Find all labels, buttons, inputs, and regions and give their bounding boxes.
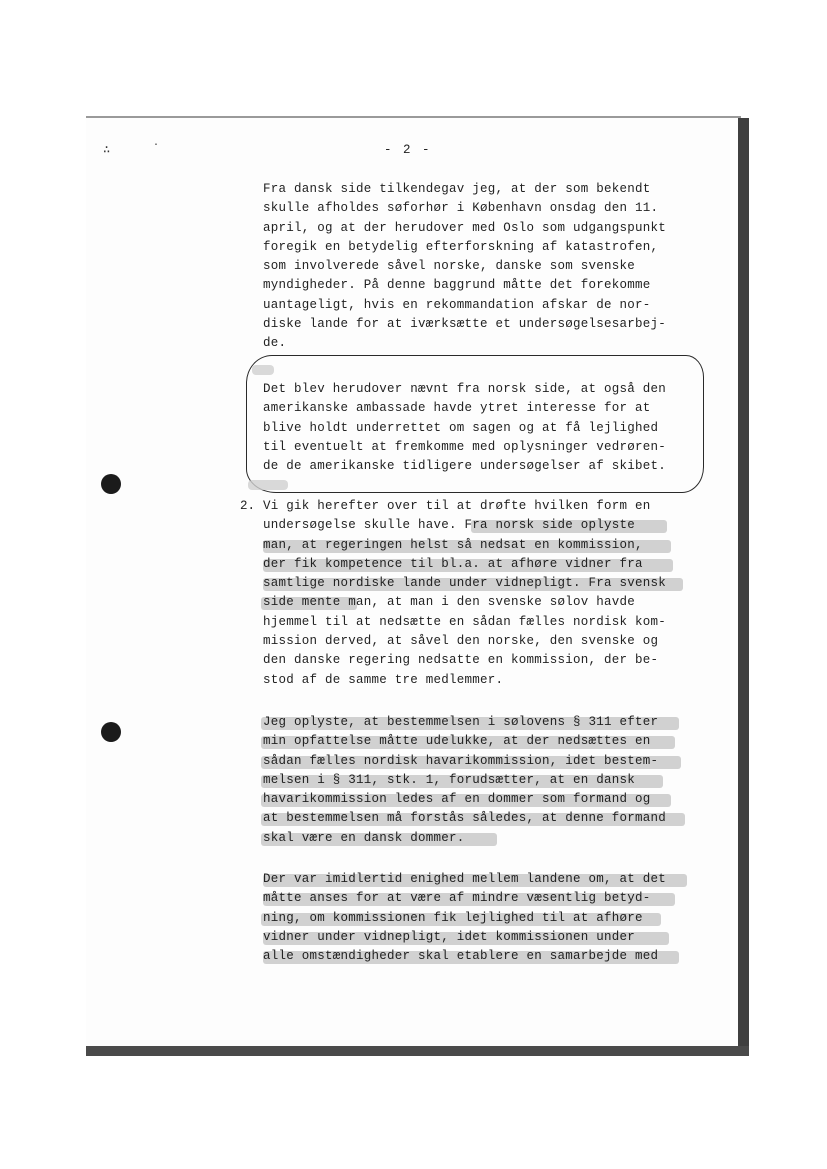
corner-mark-left: ∴ [103, 143, 111, 157]
corner-mark-right: · [153, 140, 160, 151]
text-line: ning, om kommissionen fik lejlighed til at afhøre [263, 909, 703, 928]
text-line: de de amerikanske tidligere undersøgelser af skibet. [263, 459, 667, 474]
paragraph-3 [263, 497, 703, 690]
paragraph-2 [263, 380, 703, 476]
text-line: måtte anses for at være af mindre væsentlig betyd- [263, 889, 703, 908]
paragraph-5 [263, 870, 703, 966]
text-line: skulle afholdes søforhør i København onsdag den 11. [263, 201, 659, 216]
punch-hole-upper [101, 474, 121, 494]
text-line: vidner under vidnepligt, idet kommissionen under [263, 928, 703, 947]
text-line: Vi gik herefter over til at drøfte hvilken form en [263, 499, 651, 513]
highlight-smudge [252, 365, 274, 375]
paragraph-1 [263, 180, 703, 354]
text-line: mission derved, at såvel den norske, den svenske og [263, 634, 659, 649]
paragraph-4 [263, 713, 703, 848]
text-line: til eventuelt at fremkomme med oplysninger vedrøren- [263, 439, 667, 454]
text-line: uantageligt, hvis en rekommandation afskar de nor- [263, 297, 651, 312]
text-line: de. [263, 336, 287, 351]
text-line: Fra dansk side tilkendegav jeg, at der som bekendt [263, 182, 651, 196]
text-line: april, og at der herudover med Oslo som udgangspunkt [263, 220, 667, 235]
text-line: undersøgelse skulle have. Fra norsk side oplyste [263, 516, 703, 535]
text-line: at bestemmelsen må forstås således, at denne formand [263, 809, 703, 828]
text-line: alle omstændigheder skal etablere en samarbejde med [263, 947, 703, 966]
text-line: melsen i § 311, stk. 1, forudsætter, at en dansk [263, 771, 703, 790]
text-line: havarikommission ledes af en dommer som formand og [263, 790, 703, 809]
text-line: myndigheder. På denne baggrund måtte det forekomme [263, 278, 651, 293]
text-line: som involverede såvel norske, danske som svenske [263, 259, 636, 274]
text-line: samtlige nordiske lande under vidnepligt. Fra svensk [263, 574, 703, 593]
text-line: sådan fælles nordisk havarikommission, idet bestem- [263, 752, 703, 771]
text-line: skal være en dansk dommer. [263, 829, 703, 848]
page-number: - 2 - [384, 143, 432, 157]
item-number: 2. [240, 499, 256, 513]
text-line: der fik kompetence til bl.a. at afhøre vidner fra [263, 555, 703, 574]
sheet-bottom-shadow [86, 1046, 749, 1056]
text-line: stod af de samme tre medlemmer. [263, 672, 504, 687]
highlight-smudge [248, 480, 288, 490]
text-line: Der var imidlertid enighed mellem landene om, at det [263, 870, 703, 889]
text-line: blive holdt underrettet om sagen og at få lejlighed [263, 420, 659, 435]
punch-hole-lower [101, 722, 121, 742]
text-line: min opfattelse måtte udelukke, at der nedsættes en [263, 732, 703, 751]
text-line: den danske regering nedsatte en kommission, der be- [263, 653, 659, 668]
text-line: foregik en betydelig efterforskning af katastrofen, [263, 239, 659, 254]
text-line: man, at regeringen helst så nedsat en kommission, [263, 536, 703, 555]
text-line: amerikanske ambassade havde ytret interesse for at [263, 401, 651, 416]
text-line: Det blev herudover nævnt fra norsk side, at også den [263, 382, 667, 396]
text-line: Jeg oplyste, at bestemmelsen i sølovens § 311 efter [263, 713, 703, 732]
sheet-top-edge [86, 116, 741, 118]
text-line: hjemmel til at nedsætte en sådan fælles nordisk kom- [263, 614, 667, 629]
text-line: side mente man, at man i den svenske sølov havde [263, 595, 636, 610]
text-line: diske lande for at iværksætte et undersøgelsesarbej- [263, 317, 667, 332]
sheet-right-shadow [738, 118, 749, 1056]
